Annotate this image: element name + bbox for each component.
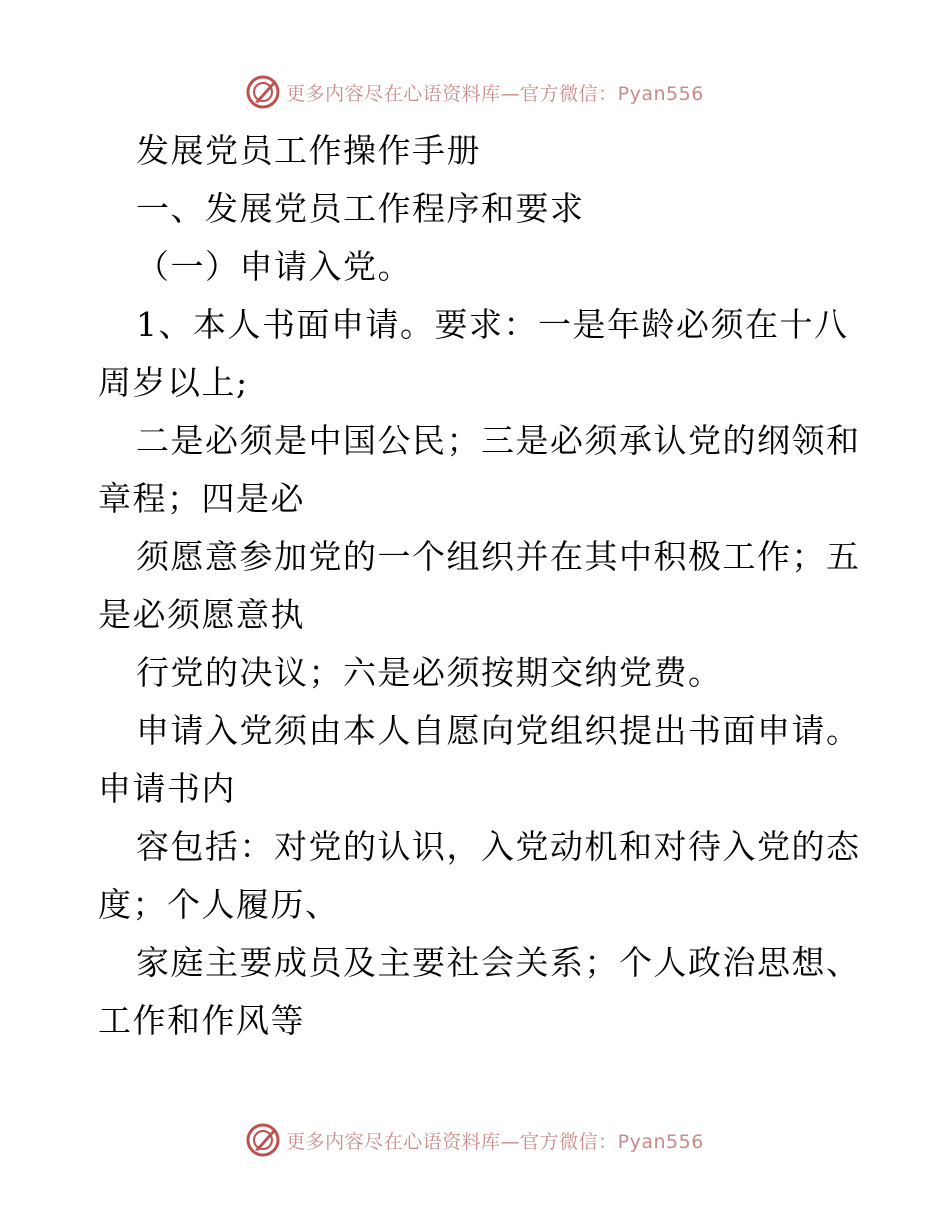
- header-watermark: [0, 72, 950, 112]
- text-line: 工作和作风等: [98, 1001, 305, 1040]
- text-line: 度；个人履历、: [98, 885, 340, 924]
- text-line: 容包括：对党的认识，入党动机和对待入党的态: [136, 827, 861, 866]
- text-line: 章程；四是必: [98, 479, 305, 518]
- subsection-heading: （一）申请入党。: [136, 247, 412, 286]
- watermark-text: 更多内容尽在心语资料库—官方微信：Pyan556: [286, 1130, 704, 1153]
- watermark-text: 更多内容尽在心语资料库—官方微信：Pyan556: [286, 82, 704, 105]
- brand-logo-icon: [246, 75, 280, 109]
- text-line: 是必须愿意执: [98, 595, 305, 634]
- brand-logo-icon: [246, 1123, 280, 1157]
- document-title: 发展党员工作操作手册: [136, 131, 481, 170]
- text-line: 1、本人书面申请。要求：一是年龄必须在十八: [136, 305, 849, 344]
- text-line: 周岁以上;: [98, 363, 249, 402]
- text-line: 申请入党须由本人自愿向党组织提出书面申请。: [136, 711, 861, 750]
- document-body: [98, 122, 861, 1050]
- section-heading: 一、发展党员工作程序和要求: [136, 189, 585, 228]
- text-line: 须愿意参加党的一个组织并在其中积极工作；五: [136, 537, 861, 576]
- text-line: 申请书内: [98, 769, 236, 808]
- text-line: 行党的决议；六是必须按期交纳党费。: [136, 653, 723, 692]
- footer-watermark: [0, 1120, 950, 1160]
- text-line: 家庭主要成员及主要社会关系；个人政治思想、: [136, 943, 861, 982]
- text-line: 二是必须是中国公民；三是必须承认党的纲领和: [136, 421, 861, 460]
